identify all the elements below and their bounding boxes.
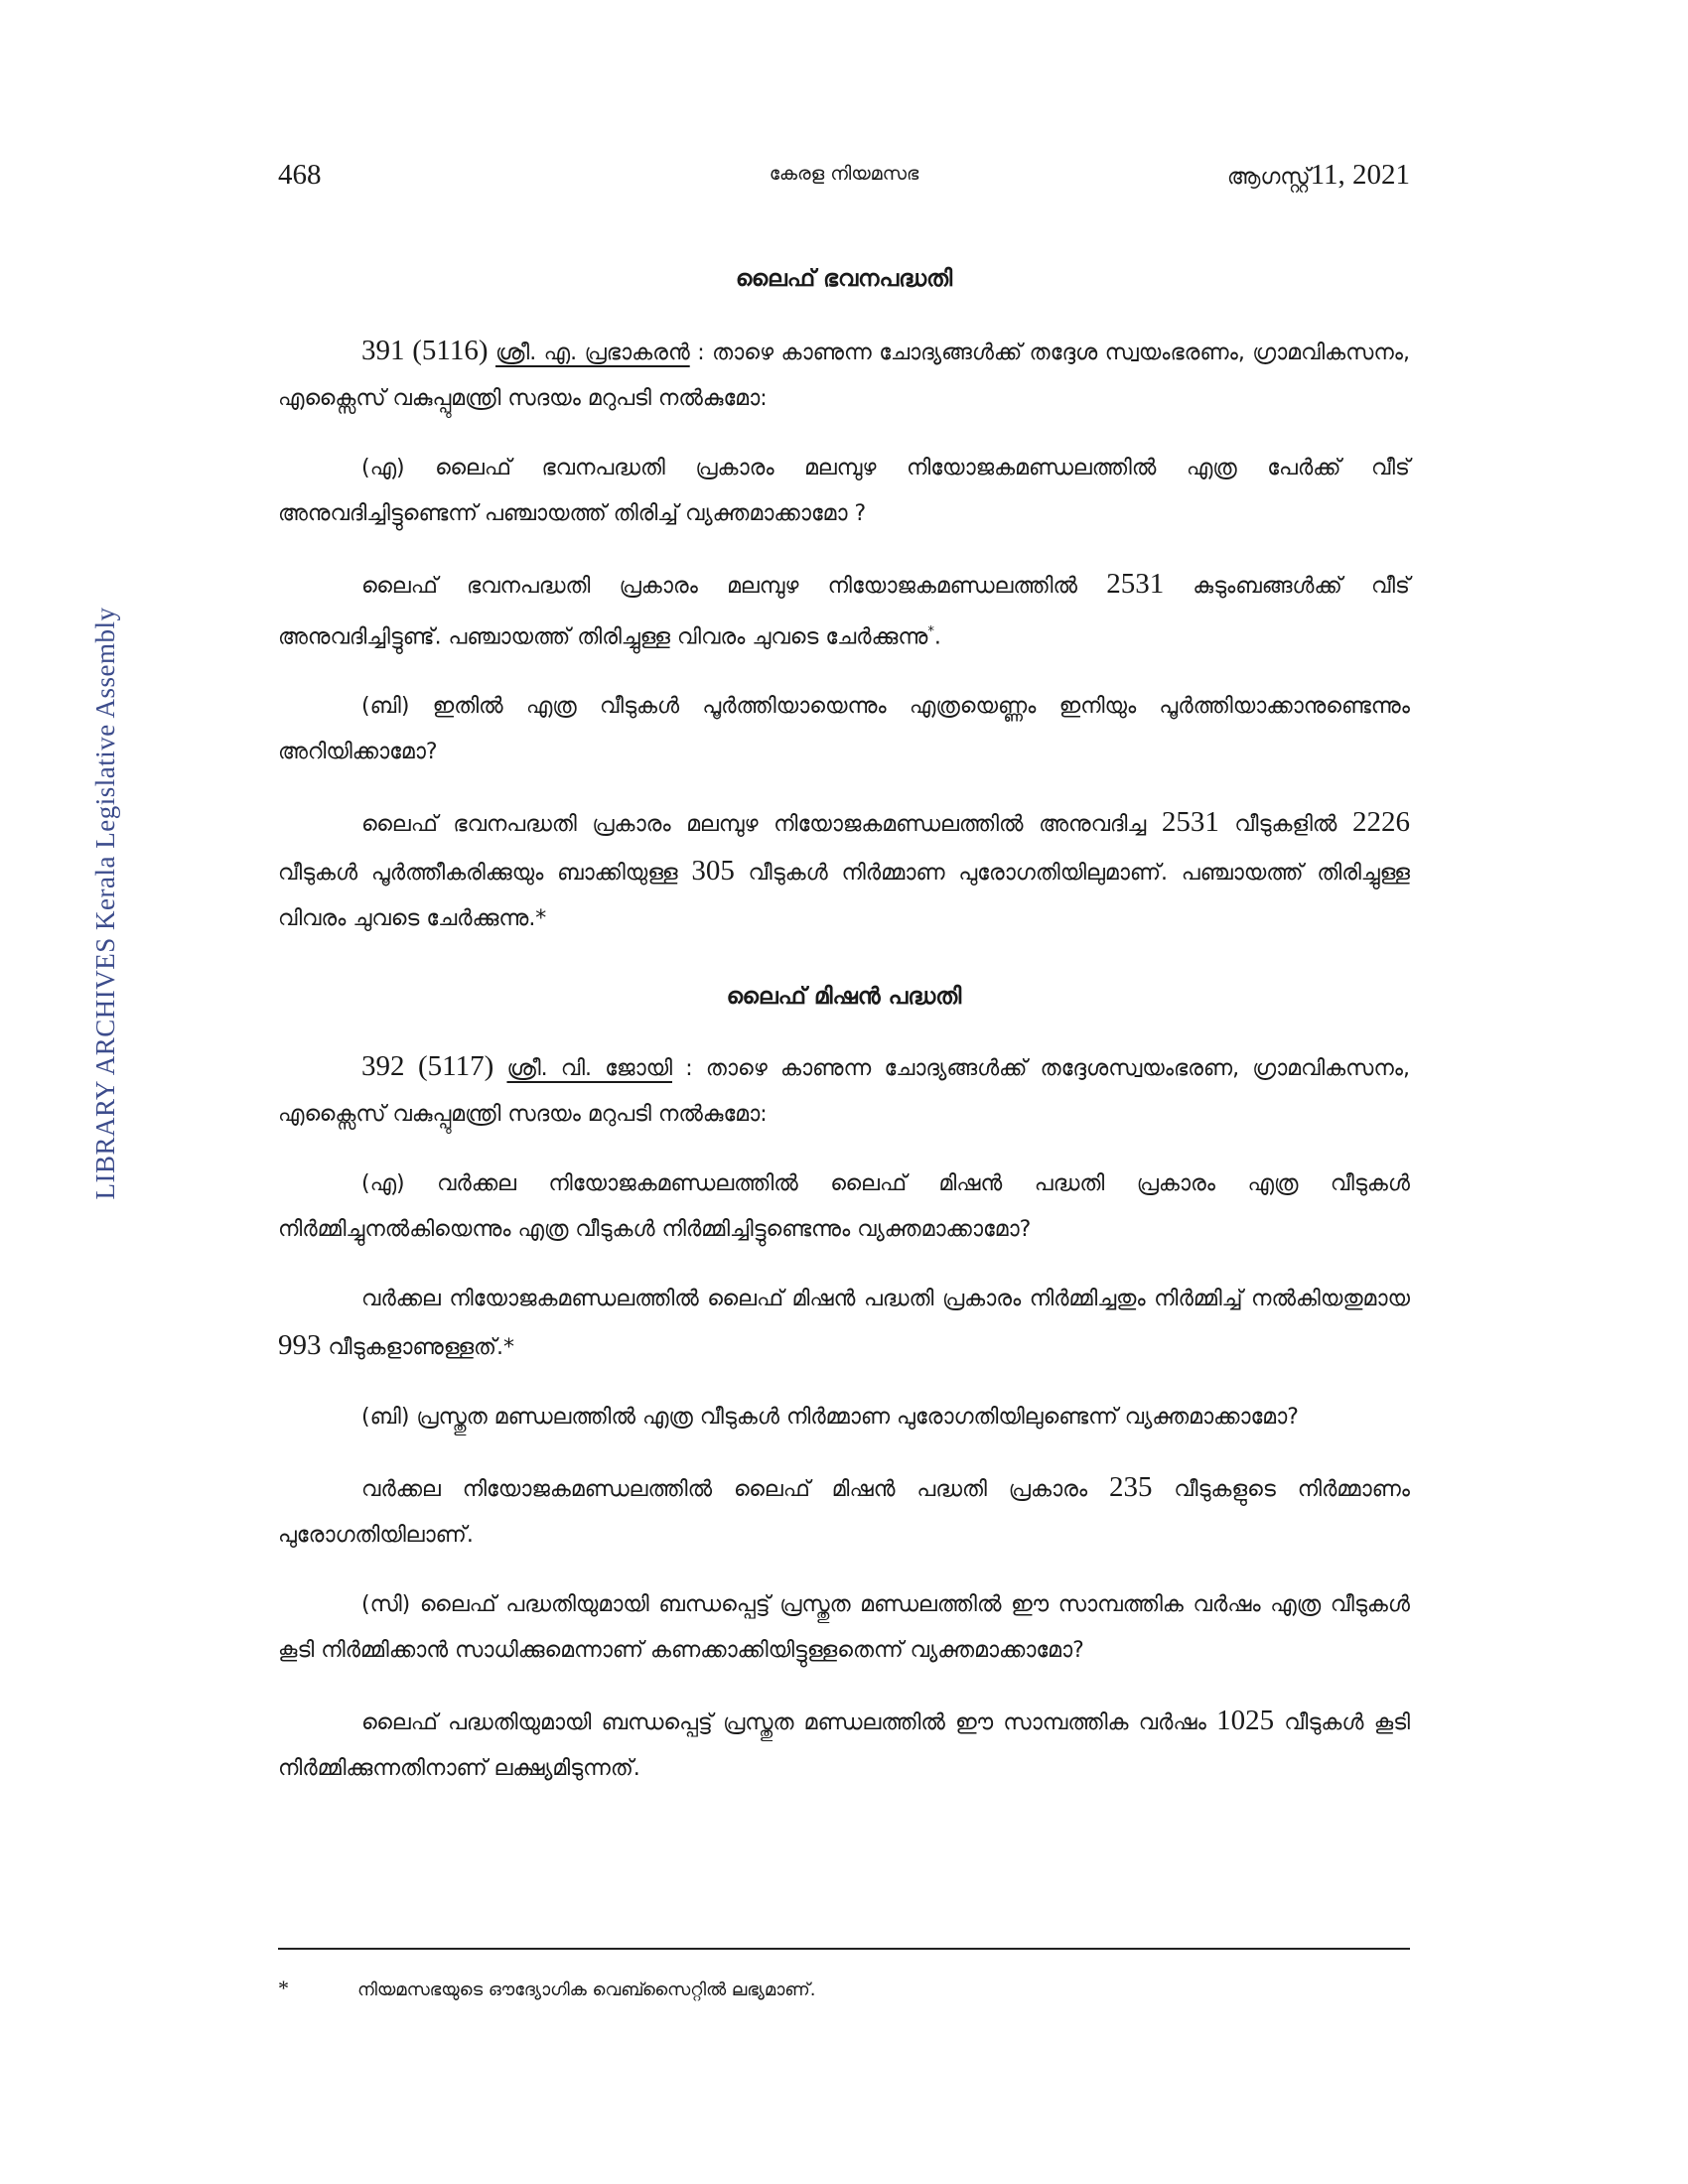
footnote-divider bbox=[278, 1948, 1410, 1950]
answer-text: . bbox=[933, 624, 941, 650]
answer-391-a bbox=[278, 561, 1410, 660]
answer-text: വർക്കല നിയോജകമണ്ഡലത്തിൽ ലൈഫ് മിഷൻ പദ്ധതി പ്രകാരം നിർമ്മിച്ചതും നിർമ്മിച്ച് നൽകിയതുമായ bbox=[361, 1287, 1410, 1312]
answer-text: വീടുകളുടെ നിർമ്മാണം പുരോഗതിയിലാണ്. bbox=[278, 1477, 1410, 1549]
running-head: കേരള നിയമസഭ bbox=[769, 163, 919, 185]
footnote-ref: * bbox=[927, 624, 934, 639]
answer-text: ലൈഫ് പദ്ധതിയുമായി ബന്ധപ്പെട്ട് പ്രസ്തുത മണ്ഡലത്തിൽ ഈ സാമ്പത്തിക വർഷം bbox=[361, 1710, 1217, 1736]
answer-text: വീടുകൾ പൂർത്തീകരിക്കുയും ബാക്കിയുള്ള bbox=[278, 861, 692, 887]
question-392-c: (സി) ലൈഫ് പദ്ധതിയുമായി ബന്ധപ്പെട്ട് പ്രസ്തുത മണ്ഡലത്തിൽ ഈ സാമ്പത്തിക വർഷം എത്ര വീടുകൾ കൂടി നിർമ്മിക്കാൻ സാധിക്കുമെന്നാണ് കണക്കാക്കിയിട്ടുള്ളതെന്ന് വ്യക്തമാക്കാമോ? bbox=[278, 1592, 1410, 1664]
question-number: 391 (5116) bbox=[361, 335, 489, 366]
answer-text: വീടുകൾ കൂടി നിർമ്മിക്കുന്നതിനാണ് ലക്ഷ്യമിടുന്നത്. bbox=[278, 1710, 1410, 1782]
library-archives-stamp: LIBRARY ARCHIVES Kerala Legislative Assembly bbox=[90, 607, 120, 1200]
member-name: ശ്രീ. എ. പ്രഭാകരൻ bbox=[495, 341, 690, 365]
answer-number: 235 bbox=[1108, 1471, 1153, 1504]
page-number: 468 bbox=[278, 159, 322, 191]
answer-number: 305 bbox=[691, 855, 735, 887]
answer-392-c bbox=[278, 1698, 1410, 1792]
answer-number: 2531 bbox=[1106, 568, 1165, 600]
question-intro-text: : താഴെ കാണുന്ന ചോദ്യങ്ങൾക്ക് തദ്ദേശസ്വയംഭരണ, ഗ്രാമവികസനം, എക്സൈസ് വകുപ്പുമന്ത്രി സദയം മറുപടി നൽകുമോ: bbox=[278, 1056, 1410, 1128]
footnote bbox=[278, 1976, 1410, 2001]
question-392-a: (എ) വർക്കല നിയോജകമണ്ഡലത്തിൽ ലൈഫ് മിഷൻ പദ്ധതി പ്രകാരം എത്ര വീടുകൾ നിർമ്മിച്ചുനൽകിയെന്നും എത്ര വീടുകൾ നിർമ്മിച്ചിട്ടുണ്ടെന്നും വ്യക്തമാക്കാമോ? bbox=[278, 1171, 1410, 1243]
section-heading-life-mission: ലൈഫ് മിഷൻ പദ്ധതി bbox=[726, 984, 962, 1011]
answer-text: വർക്കല നിയോജകമണ്ഡലത്തിൽ ലൈഫ് മിഷൻ പദ്ധതി പ്രകാരം bbox=[361, 1477, 1109, 1503]
answer-392-a bbox=[278, 1277, 1410, 1371]
answer-text: വീടുകൾ നിർമ്മാണ പുരോഗതിയിലുമാണ്. പഞ്ചായത്ത് തിരിച്ചുള്ള വിവരം ചുവടെ ചേർക്കുന്നു.* bbox=[278, 861, 1410, 932]
question-392-b: (ബി) പ്രസ്തുത മണ്ഡലത്തിൽ എത്ര വീടുകൾ നിർമ്മാണ പുരോഗതിയിലുണ്ടെന്ന് വ്യക്തമാക്കാമോ? bbox=[361, 1405, 1299, 1431]
answer-number: 993 bbox=[278, 1329, 322, 1362]
page-content bbox=[278, 266, 1410, 1816]
question-391-intro bbox=[278, 328, 1410, 422]
answer-text: വീടുകളാണുള്ളത്.* bbox=[321, 1335, 515, 1361]
answer-number: 1025 bbox=[1216, 1705, 1275, 1737]
header-date-month: ആഗസ്റ്റ് bbox=[1226, 165, 1311, 190]
header-date bbox=[1227, 159, 1410, 192]
answer-text: കുടുംബങ്ങൾക്ക് വീട് അനുവദിച്ചിട്ടുണ്ട്. പഞ്ചായത്ത് തിരിച്ചുള്ള വിവരം ചുവടെ ചേർക്കുന്നു bbox=[278, 574, 1410, 650]
question-391-a: (എ) ലൈഫ് ഭവനപദ്ധതി പ്രകാരം മലമ്പുഴ നിയോജകമണ്ഡലത്തിൽ എത്ര പേർക്ക് വീട് അനുവദിച്ചിട്ടുണ്ടെന്ന് പഞ്ചായത്ത് തിരിച്ച് വ്യക്തമാക്കാമോ ? bbox=[278, 456, 1410, 526]
answer-392-b bbox=[278, 1464, 1410, 1559]
question-intro-text: : താഴെ കാണുന്ന ചോദ്യങ്ങൾക്ക് തദ്ദേശ സ്വയംഭരണം, ഗ്രാമവികസനം, എക്സൈസ് വകുപ്പുമന്ത്രി സദയം മറുപടി നൽകുമോ: bbox=[278, 341, 1410, 411]
answer-text: ലൈഫ് ഭവനപദ്ധതി പ്രകാരം മലമ്പുഴ നിയോജകമണ്ഡലത്തിൽ bbox=[361, 574, 1107, 599]
footnote-mark: * bbox=[278, 1976, 289, 2000]
member-name: ശ്രീ. വി. ജോയി bbox=[506, 1056, 672, 1082]
answer-text: വീടുകളിൽ bbox=[1218, 812, 1352, 838]
section-heading-life-housing: ലൈഫ് ഭവനപദ്ധതി bbox=[735, 266, 953, 292]
page-header bbox=[278, 159, 1410, 203]
question-number: 392 (5117) bbox=[361, 1050, 494, 1083]
question-391-b: (ബി) ഇതിൽ എത്ര വീടുകൾ പൂർത്തിയായെന്നും എത്രയെണ്ണം ഇനിയും പൂർത്തിയാക്കാനുണ്ടെന്നും അറിയിക്കാമോ? bbox=[278, 694, 1410, 765]
answer-text: ലൈഫ് ഭവനപദ്ധതി പ്രകാരം മലമ്പുഴ നിയോജകമണ്ഡലത്തിൽ അനുവദിച്ച bbox=[361, 812, 1162, 838]
header-date-day-year: 11, 2021 bbox=[1310, 159, 1410, 191]
answer-number: 2226 bbox=[1352, 806, 1410, 839]
footnote-text: നിയമസഭയുടെ ഔദ്യോഗിക വെബ്സൈറ്റിൽ ലഭ്യമാണ്. bbox=[357, 1979, 816, 2000]
answer-391-b bbox=[278, 799, 1410, 942]
question-392-intro bbox=[278, 1043, 1410, 1138]
answer-number: 2531 bbox=[1161, 806, 1219, 839]
